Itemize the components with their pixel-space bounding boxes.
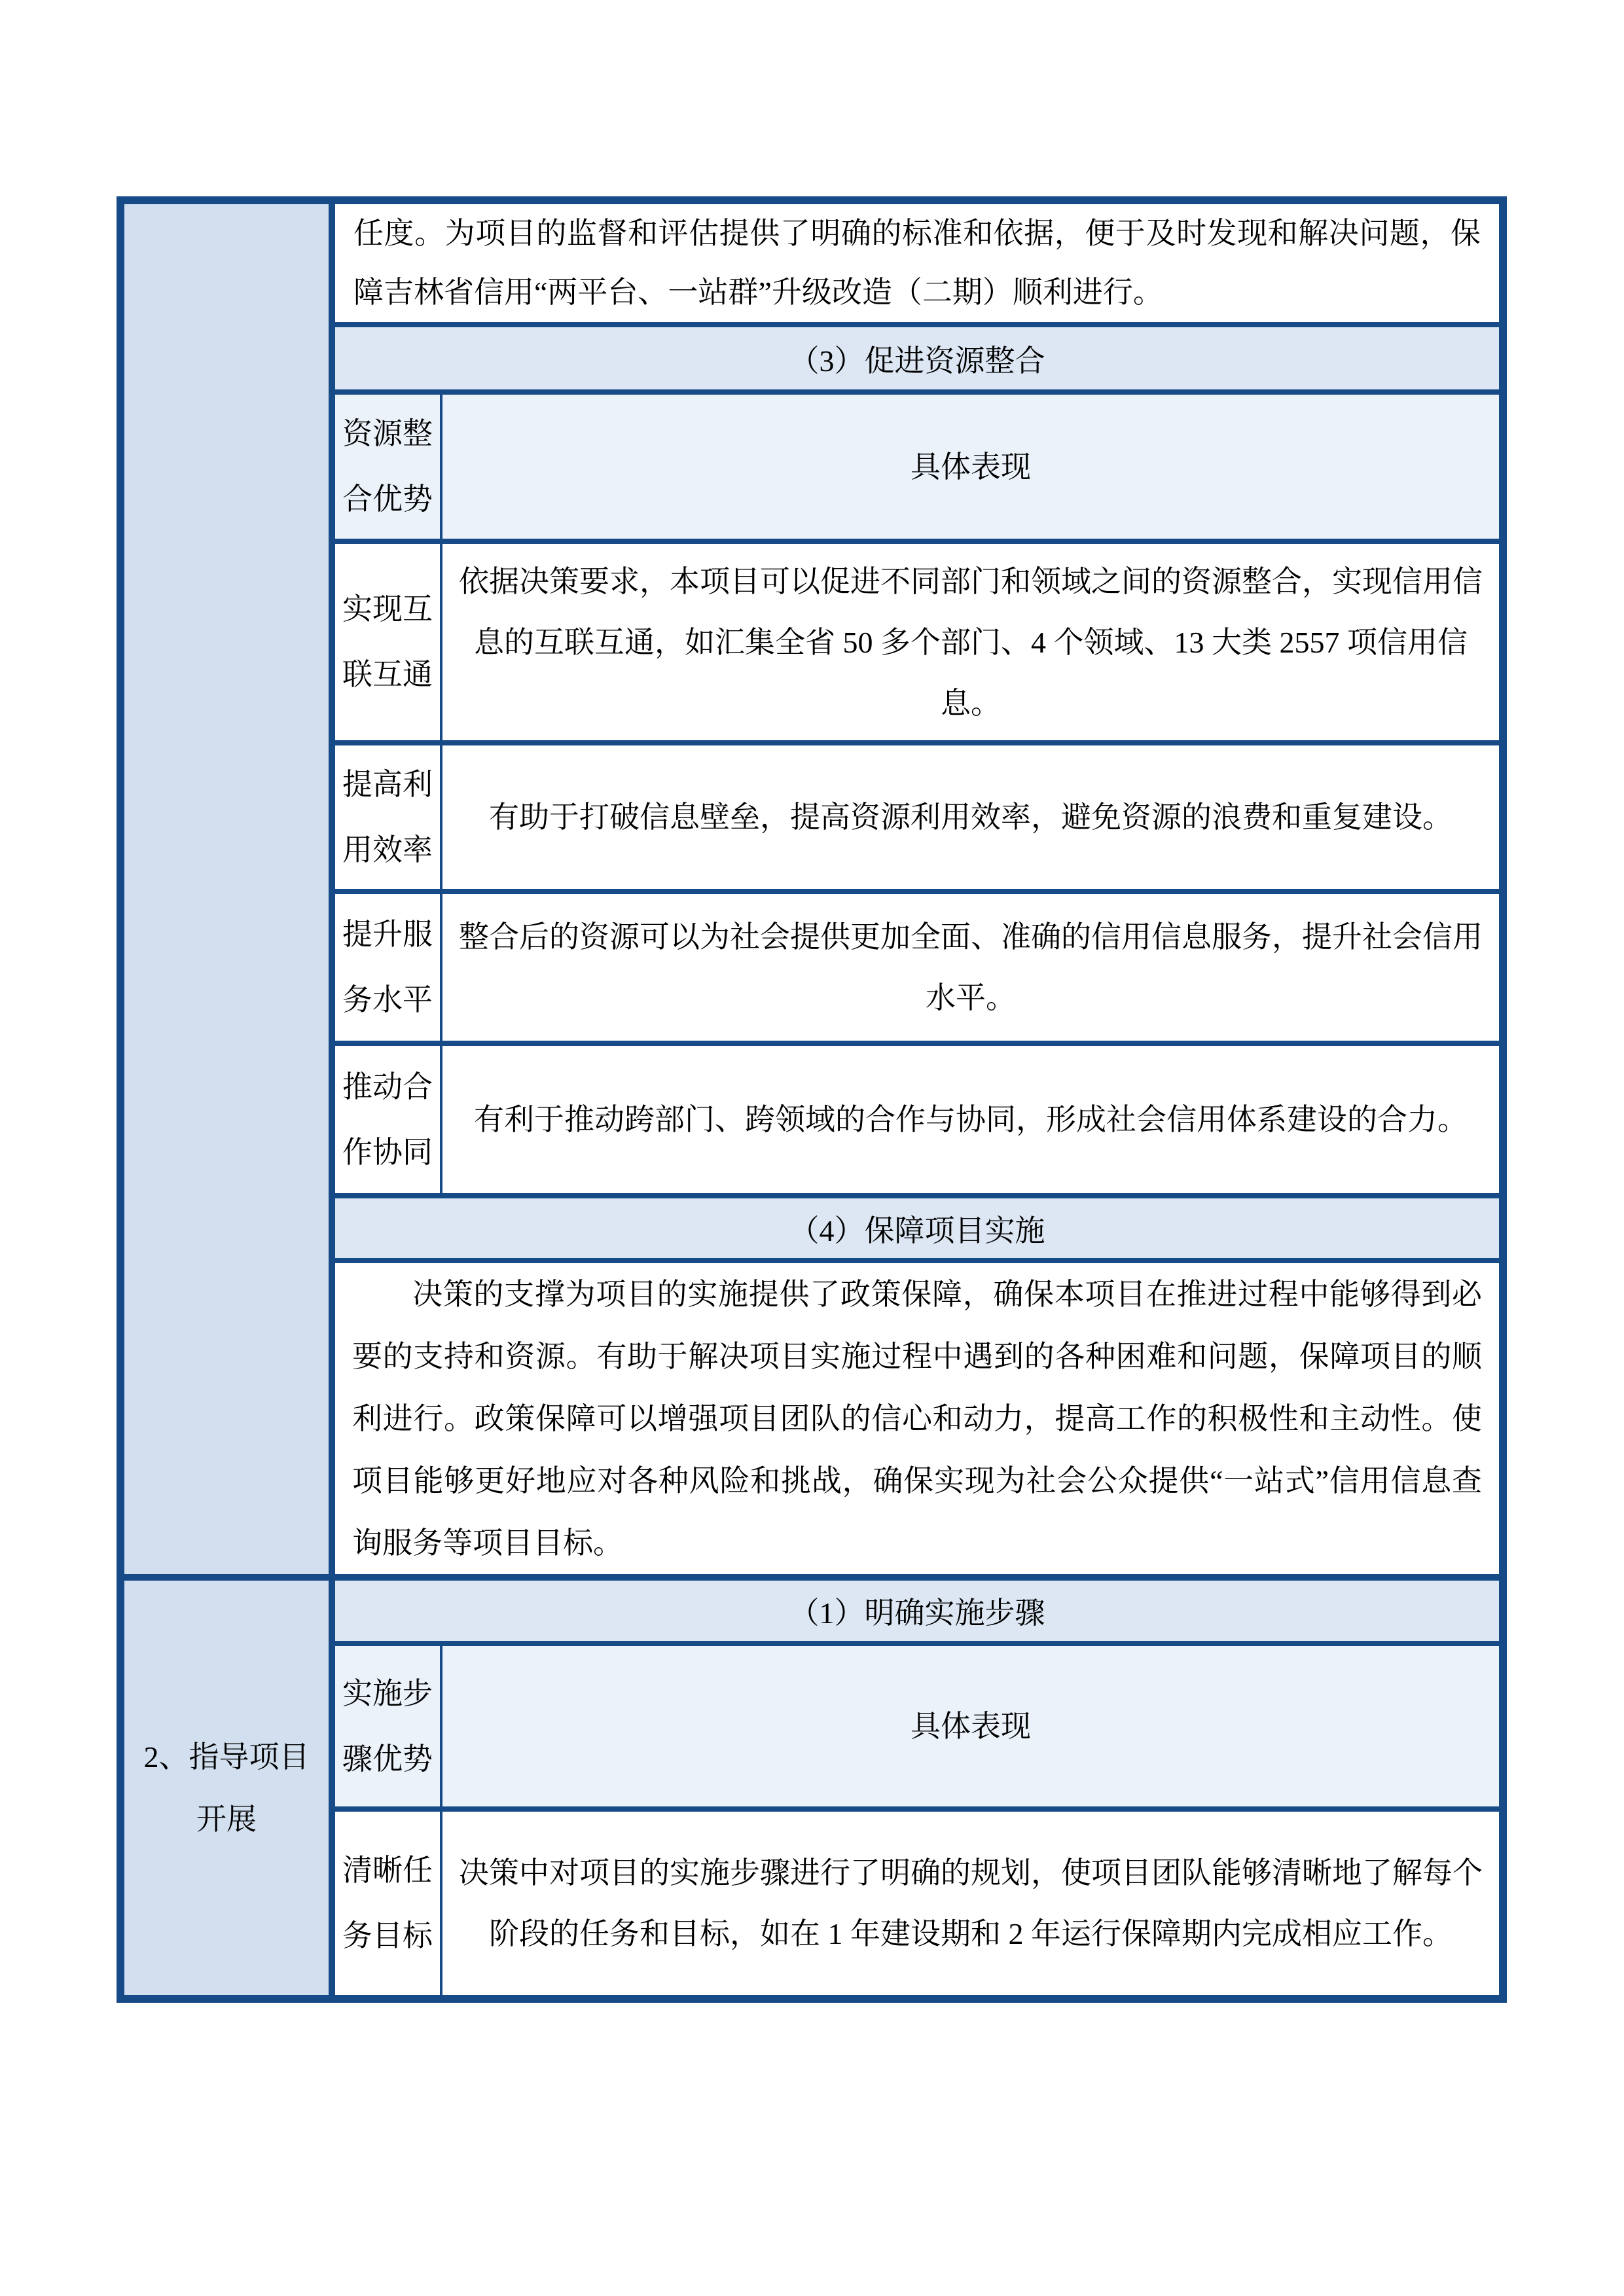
detail-col-header-text: 具体表现 bbox=[911, 1710, 1031, 1743]
row-label: 实现互联互通 bbox=[335, 544, 440, 740]
section3-advantage-col-header: 资源整合优势 bbox=[335, 395, 440, 539]
row-label: 清晰任务目标 bbox=[335, 1812, 440, 1995]
row-detail bbox=[442, 1046, 1499, 1193]
main-column-1 bbox=[335, 204, 1499, 1574]
section3-detail-col-header bbox=[442, 395, 1499, 539]
section3-header: （3）促进资源整合 bbox=[335, 327, 1499, 389]
evaluation-table bbox=[117, 196, 1507, 2003]
table-row bbox=[335, 1046, 1499, 1193]
table-row bbox=[335, 544, 1499, 740]
table-row bbox=[335, 894, 1499, 1041]
section1-header: （1）明确实施步骤 bbox=[335, 1581, 1499, 1641]
section3-column-header-row bbox=[335, 395, 1499, 539]
section1-detail-col-header bbox=[442, 1646, 1499, 1806]
table-row bbox=[335, 1812, 1499, 1995]
row-detail-text: 依据决策要求，本项目可以促进不同部门和领域之间的资源整合，实现信用信息的互联互通，如汇集全省 50 多个部门、4 个领域、13 大类 2557 项信用信息。 bbox=[459, 564, 1483, 720]
row-detail bbox=[442, 1812, 1499, 1995]
row-detail-text: 整合后的资源可以为社会提供更加全面、准确的信用信息服务，提升社会信用水平。 bbox=[459, 920, 1483, 1014]
detail-col-header-text: 具体表现 bbox=[911, 450, 1031, 484]
table-row bbox=[335, 745, 1499, 889]
section1-advantage-col-header: 实施步骤优势 bbox=[335, 1646, 440, 1806]
row-label: 提升服务水平 bbox=[335, 894, 440, 1041]
section1-column-header-row bbox=[335, 1646, 1499, 1806]
row-detail-text: 决策中对项目的实施步骤进行了明确的规划，使项目团队能够清晰地了解每个阶段的任务和目标，如在 1 年建设期和 2 年运行保障期内完成相应工作。 bbox=[459, 1856, 1483, 1950]
row-detail bbox=[442, 894, 1499, 1041]
row-detail-text: 有利于推动跨部门、跨领域的合作与协同，形成社会信用体系建设的合力。 bbox=[474, 1103, 1468, 1136]
sidebar-cell-1 bbox=[124, 204, 329, 1574]
row-label: 推动合作协同 bbox=[335, 1046, 440, 1193]
section4-paragraph-cell: 决策的支撑为项目的实施提供了政策保障，确保本项目在推进过程中能够得到必要的支持和资源。有助于解决项目实施过程中遇到的各种困难和问题，保障项目的顺利进行。政策保障可以增强项目团队的信心和动力，提高工作的积极性和主动性。使项目能够更好地应对各种风险和挑战，确保实现为社会公众提供“一站式”信用信息查询服务等项目目标。 bbox=[335, 1263, 1499, 1574]
row-detail-text: 有助于打破信息壁垒，提高资源利用效率，避免资源的浪费和重复建设。 bbox=[489, 800, 1453, 834]
section4-header: （4）保障项目实施 bbox=[335, 1198, 1499, 1258]
row-detail bbox=[442, 745, 1499, 889]
main-column-2 bbox=[335, 1581, 1499, 1995]
row-label: 提高利用效率 bbox=[335, 745, 440, 889]
outer-row-1 bbox=[124, 204, 1499, 1574]
sidebar-label-2: 2、指导项目开展 bbox=[143, 1740, 310, 1836]
continuation-text-cell: 任度。为项目的监督和评估提供了明确的标准和依据，便于及时发现和解决问题，保障吉林省信用“两平台、一站群”升级改造（二期）顺利进行。 bbox=[335, 204, 1499, 322]
row-detail bbox=[442, 544, 1499, 740]
sidebar-cell-2 bbox=[124, 1581, 329, 1995]
outer-row-2 bbox=[124, 1581, 1499, 1995]
